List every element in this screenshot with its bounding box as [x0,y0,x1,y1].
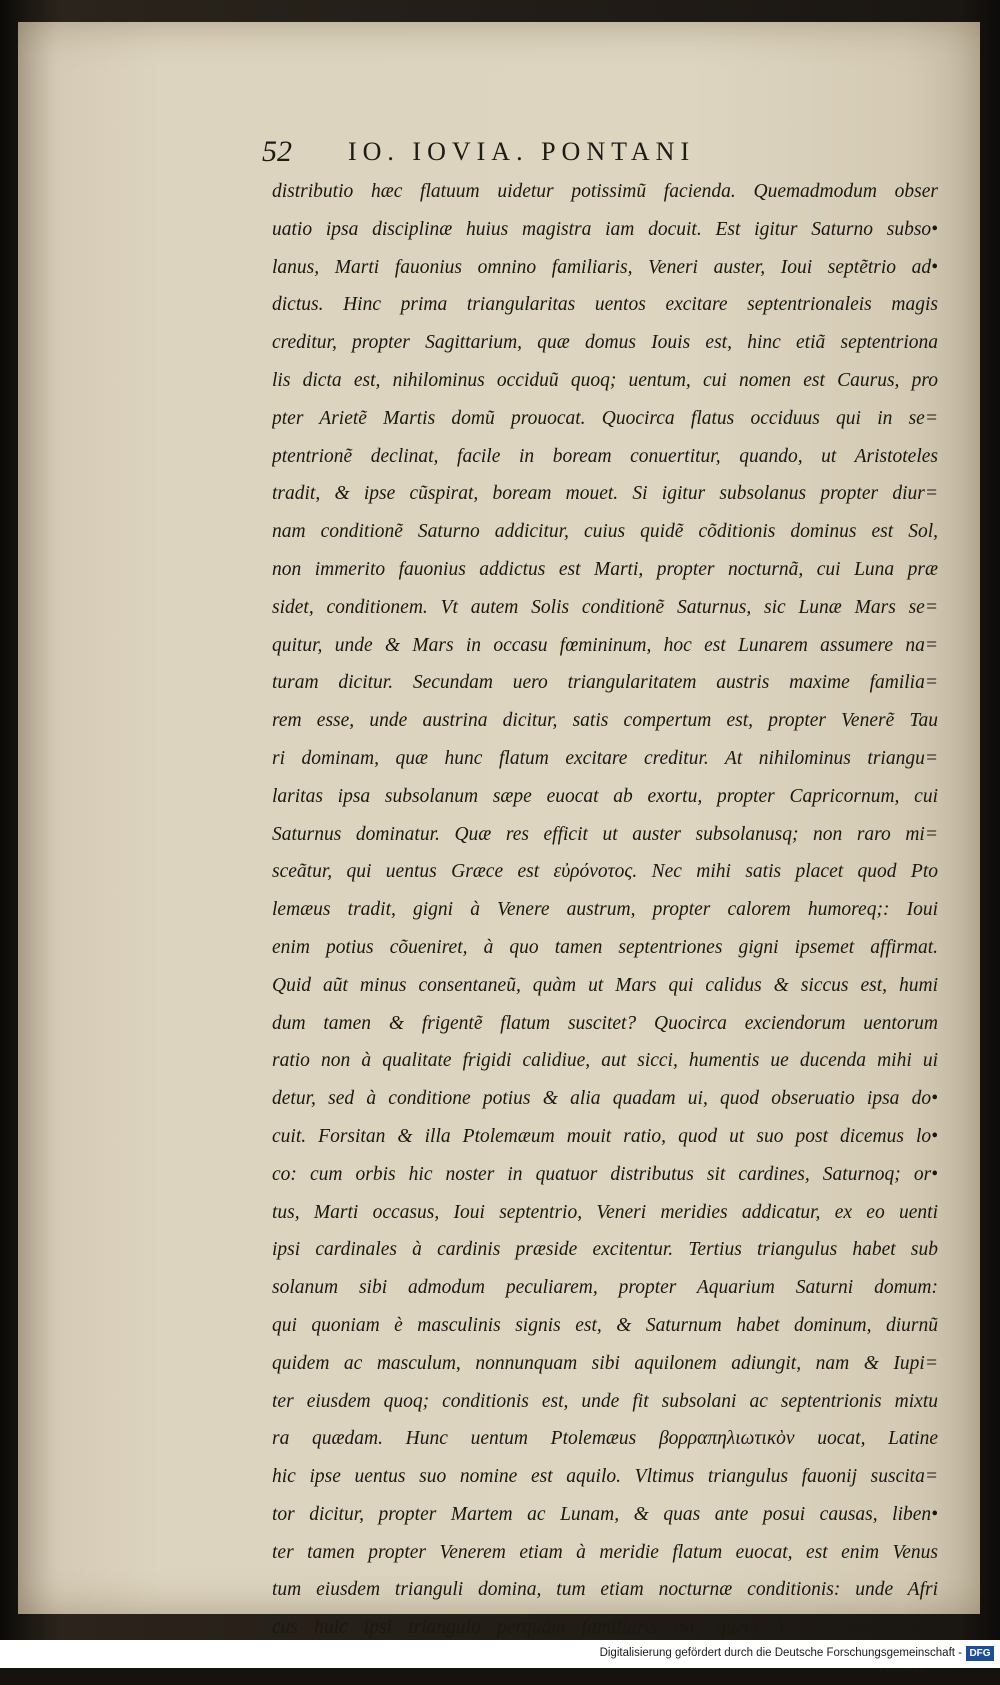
footer-bar [0,1640,1000,1668]
text-line: uatio ipsa disciplinæ huius magistra iam docuit. Est igitur Saturno subso• [272,218,938,240]
text-line: lemæus tradit, gigni à Venere austrum, propter calorem humoreq;: Ioui [272,899,938,921]
text-line: ra quædam. Hunc uentum Ptolemæus βορραπηλιωτικὸν uocat, Latine [272,1428,938,1450]
text-line: co: cum orbis hic noster in quatuor distributus sit cardines, Saturnoq; or• [272,1163,938,1185]
text-line: laritas ipsa subsolanum sæpe euocat ab exortu, propter Capricornum, cui [272,785,938,807]
text-line: enim potius cõueniret, à quo tamen septentriones gigni ipsemet affirmat. [272,936,938,958]
running-title: IO. IOVIA. PONTANI [348,137,696,166]
text-line: sceãtur, qui uentus Græce est εὐρόνοτος. Nec mihi satis placet quod Pto [272,861,938,883]
text-line: distributio hæc flatuum uidetur potissimũ facienda. Quemadmodum obser [272,181,938,202]
text-line: quidem ac masculum, nonnunquam sibi aquilonem adiungit, nam & Iupi= [272,1352,938,1374]
digitization-credit: Digitalisierung gefördert durch die Deutsche Forschungsgemeinschaft - [599,1647,962,1659]
text-line: Quid aũt minus consentaneũ, quàm ut Mars qui calidus & siccus est, humi [272,974,938,996]
text-line: dum tamen & frigentẽ flatum suscitet? Quocirca exciendorum uentorum [272,1012,938,1034]
text-line: turam dicitur. Secundam uero triangularitatem austris maxime familia= [272,672,938,694]
text-line: ratio non à qualitate frigidi calidiue, aut sicci, humentis ue ducenda mihi ui [272,1050,938,1072]
text-line: qui quoniam è masculinis signis est, & Saturnum habet dominum, diurnũ [272,1314,938,1336]
text-line: creditur, propter Sagittarium, quæ domus Iouis est, hinc etiã septentriona [272,332,938,354]
text-line: ptentrionẽ declinat, facile in boream conuertitur, quando, ut Aristoteles [272,445,938,467]
text-line: lanus, Marti fauonius omnino familiaris, Veneri auster, Ioui septẽtrio ad• [272,256,938,278]
dfg-logo: DFG [966,1646,994,1661]
text-line: hic ipse uentus suo nomine est aquilo. Vltimus triangulus fauonij suscita= [272,1466,938,1488]
text-line: ri dominam, quæ hunc flatum excitare creditur. At nihilominus triangu= [272,747,938,769]
text-line: solanum sibi admodum peculiarem, propter Aquarium Saturni domum: [272,1277,938,1299]
text-line: quitur, unde & Mars in occasu fœmininum, hoc est Lunarem assumere na= [272,634,938,656]
text-line: tradit, & ipse cũspirat, boream mouet. Si igitur subsolanus propter diur= [272,483,938,505]
text-line: sidet, conditionem. Vt autem Solis conditionẽ Saturnus, sic Lunæ Mars se= [272,596,938,618]
text-line: ipsi cardinales à cardinis præside excitentur. Tertius triangulus habet sub [272,1239,938,1261]
text-line: tus, Marti occasus, Ioui septentrio, Veneri meridies addicatur, ex eo uenti [272,1201,938,1223]
text-line: cuit. Forsitan & illa Ptolemæum mouit ratio, quod ut suo post dicemus lo• [272,1125,938,1147]
text-line: detur, sed à conditione potius & alia quadam ui, quod obseruatio ipsa do• [272,1088,938,1110]
text-line: tum eiusdem trianguli domina, tum etiam nocturnæ conditionis: unde Afri [272,1579,938,1601]
text-line: pter Arietẽ Martis domũ prouocat. Quocirca flatus occiduus qui in se= [272,407,938,429]
text-line: rem esse, unde austrina dicitur, satis compertum est, propter Venerẽ Tau [272,710,938,732]
text-line: lis dicta est, nihilominus occiduũ quoq; uentum, cui nomen est Caurus, pro [272,369,938,391]
text-line: nam conditionẽ Saturno addicitur, cuius quidẽ cõditionis dominus est Sol, [272,521,938,543]
text-line: tor dicitur, propter Martem ac Lunam, & quas ante posui causas, liben• [272,1503,938,1525]
text-line: ter tamen propter Venerem etiam à meridie flatum euocat, est enim Venus [272,1541,938,1563]
text-line: Saturnus dominatur. Quæ res efficit ut auster subsolanusq; non raro mi= [272,823,938,845]
body-text [272,173,938,1685]
page-header [262,135,822,175]
text-line: ter eiusdem quoq; conditionis est, unde fit subsolani ac septentrionis mixtu [272,1390,938,1412]
page-number: 52 [262,135,292,168]
text-line: non immerito fauonius addictus est Marti, propter nocturnã, cui Luna præ [272,558,938,580]
text-line: dictus. Hinc prima triangularitas uentos excitare septentrionaleis magis [272,294,938,316]
text-line: cus huic ipsi triangulo perquàm familiaris est, quem à Ptolemæo uideo [272,1617,938,1639]
